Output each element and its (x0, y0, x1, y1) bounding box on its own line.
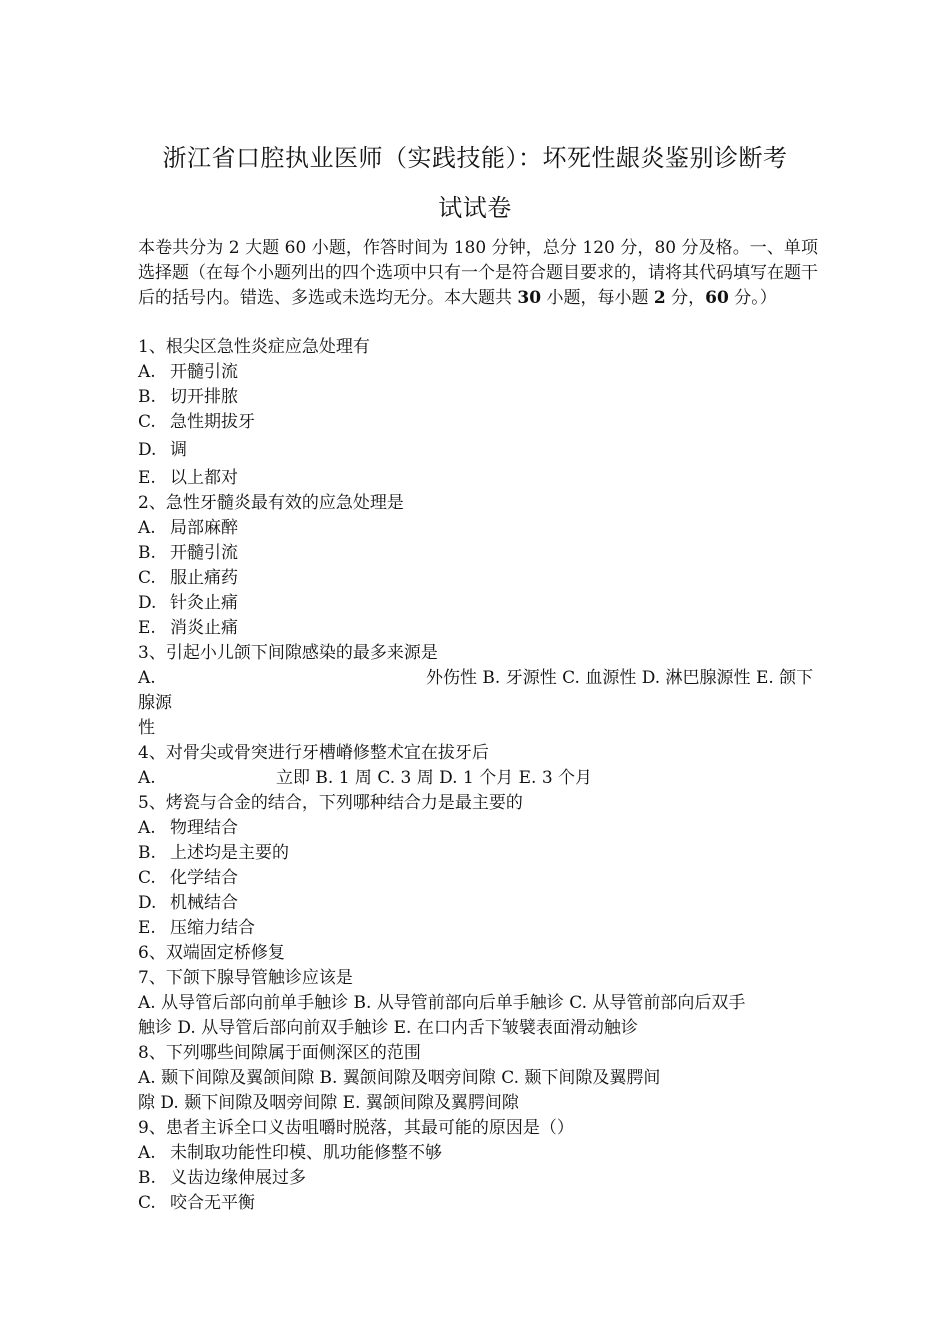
option-line (138, 1141, 442, 1165)
intro-bold: 2 (653, 288, 666, 308)
instructions-paragraph (138, 236, 818, 311)
option-line (138, 766, 592, 790)
option-letter: C. (138, 412, 156, 432)
option-continuation: 腺源 (138, 693, 172, 713)
option-line (138, 1166, 306, 1190)
option-line (138, 916, 255, 940)
option-letter: C. (138, 868, 156, 888)
option-line (138, 591, 238, 615)
option-line (138, 566, 238, 590)
page-title-continued: 试试卷 (438, 194, 512, 222)
option-line (138, 666, 813, 690)
intro-text: 本卷共分为 2 大题 60 小题，作答时间为 180 分钟，总分 120 分，80 分及格。一、单项选择题（在每个小题列出的四个选项中只有一个是符合题目要求的，请将其代码填写在题干后的括号内。错选、多选或未选均无分。本大题共 (138, 238, 818, 308)
option-line (138, 438, 187, 462)
option-letter: B. (138, 843, 156, 863)
option-line: A. 从导管后部向前单手触诊 B. 从导管前部向后单手触诊 C. 从导管前部向后双手 (138, 993, 746, 1013)
question-stem: 3、引起小儿颌下间隙感染的最多来源是 (138, 643, 438, 663)
option-letter: A. (138, 362, 156, 382)
option-text: 针灸止痛 (170, 593, 238, 613)
option-letter: B. (138, 543, 156, 563)
option-text: 立即 B. 1 周 C. 3 周 D. 1 个月 E. 3 个月 (276, 768, 593, 788)
question-stem: 7、下颌下腺导管触诊应该是 (138, 968, 353, 988)
intro-bold: 60 (705, 288, 729, 308)
option-continuation: 性 (138, 718, 155, 738)
option-letter: A. (138, 818, 156, 838)
option-text: 调 (170, 440, 187, 460)
option-text: 化学结合 (170, 868, 238, 888)
option-line (138, 385, 238, 409)
option-line (138, 866, 238, 890)
option-line (138, 841, 289, 865)
intro-text: 分， (665, 288, 706, 308)
option-text: 外伤性 B. 牙源性 C. 血源性 D. 淋巴腺源性 E. 颌下 (426, 668, 814, 688)
intro-bold: 30 (517, 288, 542, 308)
option-letter: D. (138, 593, 157, 613)
question-stem: 6、双端固定桥修复 (138, 943, 285, 963)
option-line (138, 816, 238, 840)
option-line (138, 466, 238, 490)
option-text: 咬合无平衡 (170, 1193, 255, 1213)
option-line: A. 颞下间隙及翼颌间隙 B. 翼颌间隙及咽旁间隙 C. 颞下间隙及翼腭间 (138, 1068, 661, 1088)
question-stem: 1、根尖区急性炎症应急处理有 (138, 337, 370, 357)
option-text: 上述均是主要的 (170, 843, 289, 863)
intro-text: 小题，每小题 (541, 288, 654, 308)
option-letter: A. (138, 1143, 156, 1163)
question-stem: 9、患者主诉全口义齿咀嚼时脱落，其最可能的原因是（） (138, 1118, 574, 1138)
option-line: 隙 D. 颞下间隙及咽旁间隙 E. 翼颌间隙及翼腭间隙 (138, 1093, 519, 1113)
option-text: 机械结合 (170, 893, 238, 913)
option-line (138, 516, 238, 540)
option-line (138, 360, 238, 384)
option-letter: D. (138, 893, 157, 913)
option-text: 服止痛药 (170, 568, 238, 588)
option-line (138, 1191, 255, 1215)
option-line: 触诊 D. 从导管后部向前双手触诊 E. 在口内舌下皱襞表面滑动触诊 (138, 1018, 638, 1038)
option-letter: C. (138, 568, 156, 588)
question-stem: 2、急性牙髓炎最有效的应急处理是 (138, 493, 404, 513)
option-letter: B. (138, 387, 156, 407)
option-letter: A. (138, 668, 156, 688)
option-text: 未制取功能性印模、肌功能修整不够 (170, 1143, 442, 1163)
option-letter: E. (138, 468, 156, 488)
option-letter: E. (138, 618, 156, 638)
option-line (138, 616, 238, 640)
question-stem: 8、下列哪些间隙属于面侧深区的范围 (138, 1043, 421, 1063)
option-text: 切开排脓 (170, 387, 238, 407)
option-text: 急性期拔牙 (170, 412, 255, 432)
option-text: 物理结合 (170, 818, 238, 838)
option-letter: C. (138, 1193, 156, 1213)
option-letter: E. (138, 918, 156, 938)
option-text: 局部麻醉 (170, 518, 238, 538)
option-text: 消炎止痛 (170, 618, 238, 638)
option-line (138, 891, 238, 915)
option-text: 开髓引流 (170, 362, 238, 382)
option-text: 以上都对 (170, 468, 238, 488)
option-text: 开髓引流 (170, 543, 238, 563)
option-line (138, 410, 255, 434)
option-letter: A. (138, 768, 156, 788)
option-text: 压缩力结合 (170, 918, 255, 938)
option-letter: A. (138, 518, 156, 538)
intro-text: 分。） (728, 288, 777, 308)
option-letter: D. (138, 440, 157, 460)
question-stem: 5、烤瓷与合金的结合，下列哪种结合力是最主要的 (138, 793, 523, 813)
option-line (138, 541, 238, 565)
option-letter: B. (138, 1168, 156, 1188)
page-title: 浙江省口腔执业医师（实践技能）：坏死性龈炎鉴别诊断考 (162, 144, 788, 172)
option-text: 义齿边缘伸展过多 (170, 1168, 306, 1188)
question-stem: 4、对骨尖或骨突进行牙槽嵴修整术宜在拔牙后 (138, 743, 489, 763)
